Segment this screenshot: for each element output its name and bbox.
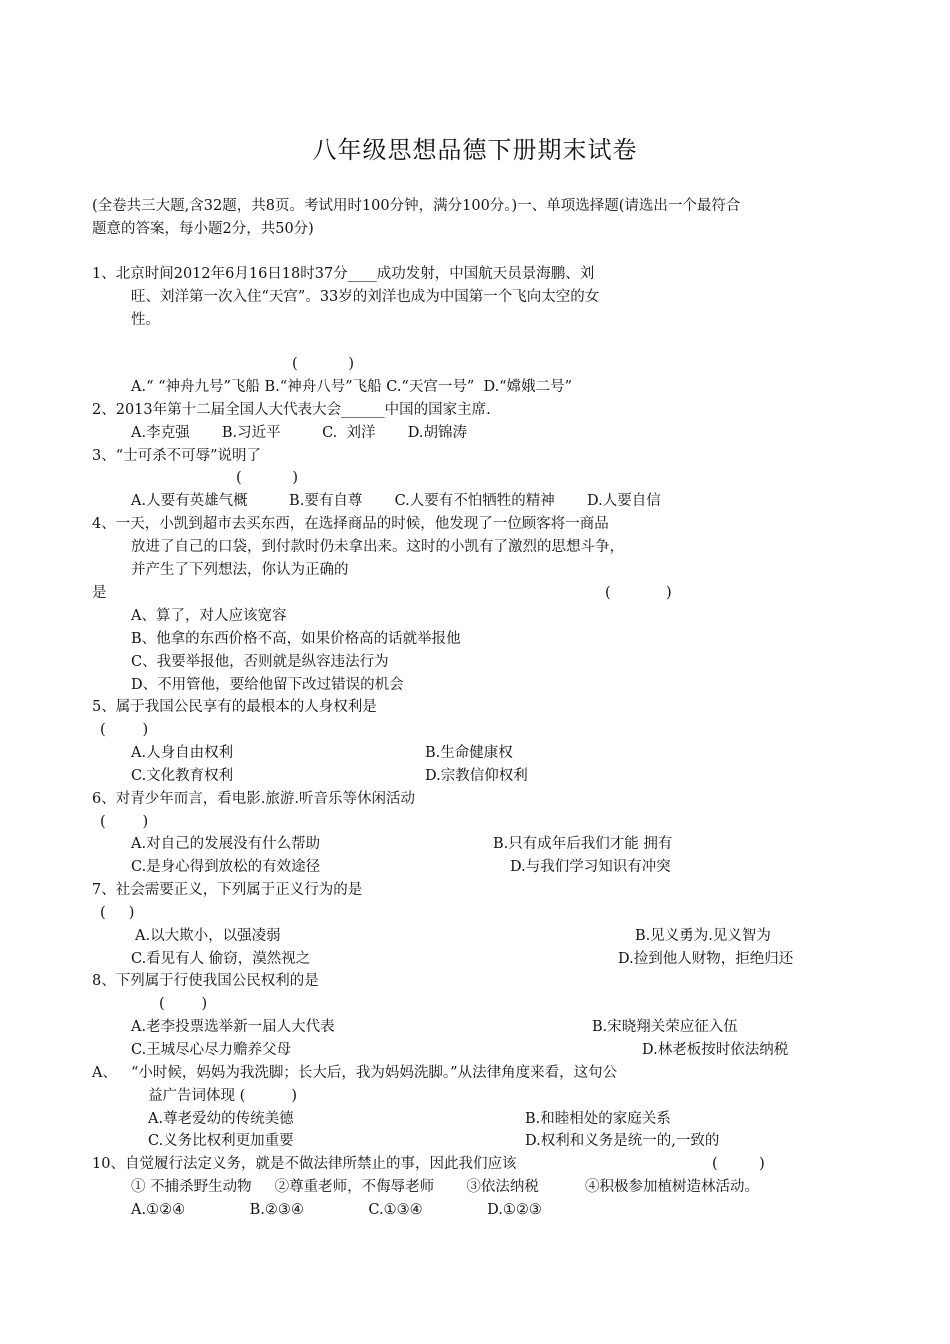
q6-answer-paren: ( ) <box>100 814 149 830</box>
q4-option-a: A、算了，对人应该宽容 <box>131 608 287 624</box>
q9-option-d: D.权利和义务是统一的,一致的 <box>525 1133 720 1149</box>
q3-answer-paren: ( ) <box>236 470 299 486</box>
q4-line-1: 4、一天，小凯到超市去买东西，在选择商品的时候，他发现了一位顾客将一商品 <box>92 516 609 532</box>
q8-option-b: B.宋晓翔关荣应征入伍 <box>592 1019 738 1035</box>
q6-option-a: A.对自己的发展没有什么帮助 <box>131 836 321 852</box>
q10-answer-paren: ( ) <box>712 1156 765 1172</box>
q7-option-c: C.看见有人 偷窃，漠然视之 <box>131 951 311 967</box>
q8-option-d: D.林老板按时依法纳税 <box>642 1042 789 1058</box>
q8-option-c: C.王城尽心尽力赡养父母 <box>131 1042 292 1058</box>
page-title: 八年级思想品德下册期末试卷 <box>312 136 638 164</box>
q1-line-1: 1、北京时间2012年6月16日18时37分____成功发射，中国航天员景海鹏、刘 <box>92 266 595 282</box>
q10-options: A.①②④ B.②③④ C.①③④ D.①②③ <box>131 1202 542 1218</box>
q1-answer-paren: ( ) <box>292 356 355 372</box>
intro-line-2: 题意的答案，每小题2分，共50分) <box>92 221 314 237</box>
q5-answer-paren: ( ) <box>100 722 149 738</box>
q9-option-c: C.义务比权利更加重要 <box>148 1133 294 1149</box>
q4-option-b: B、他拿的东西价格不高，如果价格高的话就举报他 <box>131 631 461 647</box>
q9-line-1: “小时候，妈妈为我洗脚；长大后，我为妈妈洗脚。”从法律角度来看，这句公 <box>131 1065 618 1081</box>
q7-stem: 7、社会需要正义，下列属于正义行为的是 <box>92 882 363 898</box>
q10-stem: 10、自觉履行法定义务，就是不做法律所禁止的事，因此我们应该 <box>92 1156 517 1172</box>
q5-stem: 5、属于我国公民享有的最根本的人身权利是 <box>92 699 377 715</box>
q6-option-b: B.只有成年后我们才能 拥有 <box>493 836 673 852</box>
q7-option-a: A.以大欺小，以强凌弱 <box>135 928 281 944</box>
q3-options: A.人要有英雄气概 B.要有自尊 C.人要有不怕牺牲的精神 D.人要自信 <box>131 493 661 509</box>
q9-line-2: 益广告词体现 ( ) <box>148 1088 298 1104</box>
q6-stem: 6、对青少年而言，看电影.旅游.听音乐等休闲活动 <box>92 791 415 807</box>
q8-stem: 8、下列属于行使我国公民权利的是 <box>92 973 319 989</box>
q2-options: A.李克强 B.习近平 C. 刘洋 D.胡锦涛 <box>131 425 467 441</box>
q1-line-3: 性。 <box>131 312 160 328</box>
q4-line-3: 并产生了下列想法，你认为正确的 <box>131 562 349 578</box>
q1-line-2: 旺、刘洋第一次入住“天宫”。33岁的刘洋也成为中国第一个飞向太空的女 <box>131 289 600 305</box>
q5-option-a: A.人身自由权利 <box>131 745 234 761</box>
q4-answer-paren: ( ) <box>605 585 672 601</box>
intro-line-1: (全卷共三大题,含32题，共8页。考试用时100分钟，满分100分。)一、单项选择题(请选出一个最符合 <box>92 198 741 214</box>
q9-option-a: A.尊老爱幼的传统美德 <box>148 1111 294 1127</box>
q7-option-d: D.捡到他人财物，拒绝归还 <box>618 951 794 967</box>
q6-option-d: D.与我们学习知识有冲突 <box>510 859 671 875</box>
q5-option-b: B.生命健康权 <box>425 745 513 761</box>
q1-options: A.“ “神舟九号”飞船 B.“神舟八号”飞船 C.“天宫一号” D.“嫦娥二号” <box>131 379 573 395</box>
q8-answer-paren: ( ) <box>159 996 208 1012</box>
q9-option-b: B.和睦相处的家庭关系 <box>525 1111 671 1127</box>
q3-stem: 3、“士可杀不可辱”说明了 <box>92 448 262 464</box>
q8-option-a: A.老李投票选举新一届人大代表 <box>131 1019 335 1035</box>
q4-line-2: 放进了自己的口袋，到付款时仍未拿出来。这时的小凯有了激烈的思想斗争， <box>131 539 624 555</box>
q6-option-c: C.是身心得到放松的有效途径 <box>131 859 321 875</box>
q4-line-4: 是 <box>92 585 107 601</box>
q10-items: ① 不捕杀野生动物 ②尊重老师，不侮辱老师 ③依法纳税 ④积极参加植树造林活动。 <box>131 1179 760 1195</box>
q9-number: A、 <box>92 1065 117 1081</box>
q5-option-d: D.宗教信仰权利 <box>425 768 528 784</box>
q4-option-d: D、不用管他，要给他留下改过错误的机会 <box>131 677 404 693</box>
q4-option-c: C、我要举报他，否则就是纵容违法行为 <box>131 654 389 670</box>
q7-answer-paren: ( ) <box>100 905 135 921</box>
q2-stem: 2、2013年第十二届全国人大代表大会______中国的国家主席. <box>92 402 491 418</box>
q7-option-b: B.见义勇为.见义智为 <box>635 928 771 944</box>
q5-option-c: C.文化教育权利 <box>131 768 234 784</box>
